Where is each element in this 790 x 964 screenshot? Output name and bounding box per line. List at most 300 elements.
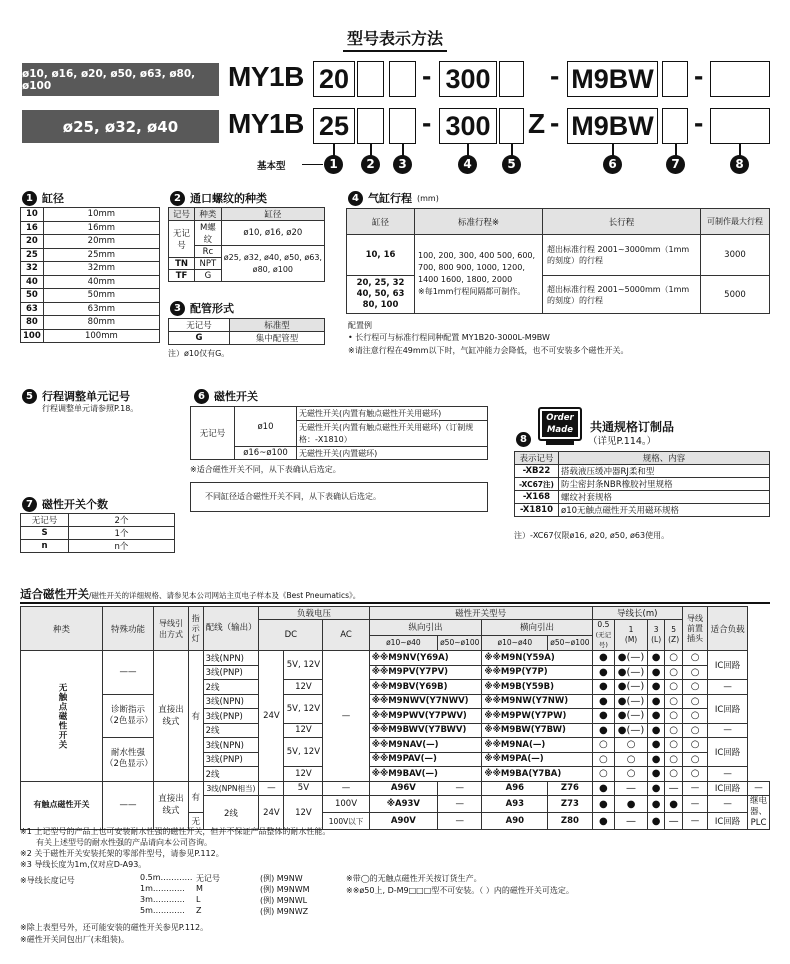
stroke-r1-bore: 10, 16 [347,235,415,276]
stroke-r2-bore: 20, 25, 32 40, 50, 63 80, 100 [347,276,415,314]
len-symbol: M [196,884,203,893]
len-value: 1m………… [140,884,185,893]
sw-len-0: ● [592,680,615,695]
sw-len-2: ● [647,665,664,680]
sw-func-diag: 诊断指示（2色显示） [103,694,154,738]
sw-len-2: ● [647,723,664,738]
page-title: 型号表示方法 [0,26,790,49]
table-row [21,694,770,709]
bore-group-1: ø10, ø16, ø20, ø50, ø63, ø80, ø100 [22,63,219,96]
len-title: ※导线长度记号 [20,876,75,885]
sw-out: 3线(NPN相当) [203,781,259,796]
sw-v100: 100V [323,796,369,813]
sw-model-horiz: ※※M9PA(—) [482,752,592,767]
sw-load-ic: IC回路 [708,738,748,767]
switch-opt-label: 无记号 [191,407,235,460]
sw-len-0: ● [592,813,615,830]
bore-row [21,289,160,303]
sw-load-dash: — [708,723,748,738]
bore-code: 32 [21,262,44,276]
sw-prewire: ○ [682,738,707,753]
sw-ac-dash: — [323,781,369,796]
section-8-marker: 8 [516,432,531,447]
sw-reed-vert-1: A90V [369,813,437,830]
bore-code: 100 [21,329,44,343]
th-symbol: 记号 [169,208,195,221]
section-5-marker: 5 [22,389,37,404]
marker-1: 1 [324,155,343,174]
sw-h-l5-val: 5 [671,625,677,634]
sw-subtitle: /磁性开关的详细规格、请参见本公司网站主页电子样本及《Best Pneumatics》。 [89,591,361,600]
len-row [140,906,340,917]
stroke-box-1: 300 [439,61,497,97]
bore-code: 50 [21,289,44,303]
sw-foot-1: ※除上表型号外，还可能安装的磁性开关参见P.112。 [20,923,209,932]
piping-box-1 [389,61,416,97]
stroke-box-2: 300 [439,108,497,144]
base-type-label: 基本型 [257,161,286,172]
piping-box-2 [389,108,416,144]
section-3-marker: 3 [170,301,185,316]
switch-opt-1b: 无磁性开关(内置有触点磁性开关用磁环)（订制规格：-X1810） [297,421,488,447]
sw-len-1: ●(—) [615,723,648,738]
section-6-title: 磁性开关 [214,390,258,403]
stroke-std-note: ※每1mm行程间隔都可制作。 [418,287,526,296]
section-7-title: 磁性开关个数 [42,498,108,511]
marker-5: 5 [502,155,521,174]
sw-note-1a: ※1 上记型号的产品上也可安装耐水性强的磁性开关，但并不保证产品整体的耐水性能。 [20,827,331,836]
section-8-ref: （详见P.114。） [588,435,657,447]
qty-r3c1: n [21,540,69,553]
section-6-marker: 6 [194,389,209,404]
piping-r1c1: 无记号 [169,319,230,332]
sw-len-3: — [665,813,683,830]
bore-row [21,329,160,343]
sw-v12: 12V [284,723,323,738]
sw-len-1: — [615,813,648,830]
section-piping [170,300,234,316]
sw-prewire: ○ [682,694,707,709]
sw-wiring: 直接出线式 [154,781,189,830]
sw-reed-vert-1: ※A93V [369,796,437,813]
sw-prewire: ○ [682,651,707,666]
sw-out: 2线 [203,723,259,738]
thread-box-1 [357,61,384,97]
section-3-title: 配管形式 [190,302,234,315]
thread-r4c2: G [195,270,222,282]
sw-model-horiz: ※※M9NW(Y7NW) [482,694,592,709]
stroke-std-cell [415,235,543,314]
order-r4c1: -X1810 [515,504,559,517]
sw-h-dc: DC [259,620,323,651]
switch-box-2: M9BW [567,108,658,144]
bore-row [21,316,160,330]
bore-code-box-1: 20 [313,61,355,97]
sw-len-1: ●(—) [615,680,648,695]
sw-load-dash: — [708,796,748,813]
sw-load-ic: IC回路 [708,781,748,796]
len-example: (例) M9NWM [260,885,310,894]
sw-h-l05 [592,620,615,651]
sw-model-vert: ※※M9BWV(Y7BWV) [369,723,482,738]
sw-func-none: —— [103,651,154,695]
dash-6: - [694,107,704,138]
sw-h-l5-sym: (Z) [668,635,680,644]
len-row [140,895,340,906]
section-qty [22,496,108,512]
sw-len-0: ● [592,694,615,709]
sw-load-dash: — [708,767,748,782]
stroke-long-1: 超出标准行程 2001~3000mm（1mm的刻度）的行程 [543,235,701,276]
sw-h-l05-sym: (无记号) [595,631,612,649]
sw-len-0: ● [592,796,615,813]
section-1-title: 缸径 [42,192,64,205]
dash-4: - [422,107,432,138]
sw-out: 3线(NPN) [203,694,259,709]
sw-h-wiring: 导线引出方式 [154,607,189,651]
order-r2c1: -XC67注) [515,478,559,491]
table-row [21,651,770,666]
section-4-unit: (mm) [417,193,439,203]
sw-len-1: — [615,781,648,796]
section-adjust [22,388,130,404]
qty-r3c2: n个 [69,540,175,553]
dash-5: - [550,107,560,138]
sw-load-dash: — [708,680,748,695]
sw-reed-vert-2: — [438,796,482,813]
sw-len-3: ○ [665,680,683,695]
sw-model-horiz: ※※M9BA(Y7BA) [482,767,592,782]
len-symbol: Z [196,906,202,915]
bore-row [21,208,160,222]
sw-foot-2: ※磁性开关同包出厂(未组装)。 [20,935,129,944]
switch-opt-bore-1: ø10 [235,407,297,447]
dash-1: - [422,60,432,91]
sw-v12: 12V [284,796,323,830]
section-4-title: 气缸行程 [368,192,412,205]
sw-len-2: ● [647,680,664,695]
bore-size: 25mm [43,248,159,262]
switch-option-box: 不同缸径适合磁性开关不同，从下表确认后选定。 [190,482,488,512]
sw-model-vert: ※※M9PWV(Y7PWV) [369,709,482,724]
dash-3: - [694,60,704,91]
sw-len-0: ● [592,665,615,680]
len-symbol: L [196,895,201,904]
sw-len-1: ●(—) [615,709,648,724]
sw-len-2: ● [647,651,664,666]
sw-len-1: ●(—) [615,651,648,666]
sw-len-2: ● [647,709,664,724]
len-symbol: 无记号 [196,874,220,883]
sw-load-dash: — [748,781,770,796]
order-th-code: 表示记号 [515,452,559,465]
sw-note-2: ※2 关于磁性开关安装托架的零部件型号，请参见P.112。 [20,849,224,858]
bore-row [21,262,160,276]
len-value: 5m………… [140,906,185,915]
sw-len-2: ● [647,767,664,782]
sw-title-text: 适合磁性开关 [20,587,89,601]
sw-ind-yes: 有 [188,651,203,782]
adjust-note: 行程调整单元请参照P.18。 [42,404,139,413]
sw-reed-horiz-1: A90 [482,813,548,830]
sw-len-3: ○ [665,752,683,767]
len-value: 3m………… [140,895,185,904]
sw-len-2: ● [647,781,664,796]
adjust-box-1 [499,61,524,97]
section-7-marker: 7 [22,497,37,512]
sw-model-horiz: ※※M9BW(Y7BW) [482,723,592,738]
sw-func-water: 耐水性强（2色显示） [103,738,154,782]
sw-len-3: ○ [665,723,683,738]
sw-out: 2线 [203,796,259,830]
sw-prewire: ○ [682,767,707,782]
bore-size: 32mm [43,262,159,276]
sw-h-ind: 指示灯 [188,607,203,651]
bore-row [21,302,160,316]
thread-r1c1: 无记号 [169,221,195,258]
sw-h-l1-sym: (M) [624,635,638,644]
switch-opt-1a: 无磁性开关(内置有触点磁性开关用磁环) [297,407,488,421]
section-4-marker: 4 [348,191,363,206]
sw-len-1: ●(—) [615,694,648,709]
sw-prewire: ○ [682,709,707,724]
thread-r2c2: Rc [195,246,222,258]
sw-h-b2: ø50~ø100 [438,635,482,651]
piping-r2c2: 集中配管型 [230,332,325,345]
bore-code: 80 [21,316,44,330]
logo-made-text: Made [546,425,574,435]
sw-model-vert: ※※M9BV(Y69B) [369,680,482,695]
sw-note-1b: 有关上述型号的耐水性强的产品请向本公司咨询。 [36,838,212,847]
sw-h-load-v: 负载电压 [259,607,369,620]
qty-r2c2: 1个 [69,527,175,540]
sw-prewire: ○ [682,665,707,680]
sw-h-load: 适合负载 [708,607,748,651]
sw-h-l1 [615,620,648,651]
switch-option-table [190,406,488,460]
order-r1c1: -XB22 [515,465,559,478]
stroke-example-title: 配置例 [348,321,372,330]
thread-r1c2: M螺纹 [195,221,222,246]
sw-v100b: 100V以下 [323,813,369,830]
sw-load-ic: IC回路 [708,651,748,680]
switch-table [20,606,770,830]
order-box-2 [710,108,770,144]
th-bore: 缸径 [221,208,324,221]
bore-size: 80mm [43,316,159,330]
sw-len-1: ● [615,796,648,813]
sw-out: 2线 [203,767,259,782]
sw-h-vert: 纵向引出 [369,620,482,636]
sw-h-out: 配线（输出） [203,607,259,651]
sw-reed-vert-2: — [438,781,482,796]
table-row [21,738,770,753]
sw-model-vert: ※※M9BAV(—) [369,767,482,782]
sw-h-b3: ø10~ø40 [482,635,548,651]
section-2-title: 通口螺纹的种类 [190,192,267,205]
sw-h-horiz: 横向引出 [482,620,592,636]
bore-code: 20 [21,235,44,249]
sw-prewire: ○ [682,680,707,695]
stroke-std-list: 100, 200, 300, 400 500, 600, 700, 800 900, 1000, 1200, 1400 1600, 1800, 2000 [418,251,536,284]
bore-size: 50mm [43,289,159,303]
sw-reed-horiz-1: A96 [482,781,548,796]
sw-note-3: ※3 导线长度为1m,仅对应D-A93。 [20,860,147,869]
bore-code-box-2: 25 [313,108,355,144]
sw-len-1: ○ [615,767,648,782]
order-r2c2: 防尘密封条NBR橡胶衬里规格 [559,478,770,491]
bore-row [21,235,160,249]
thread-table [168,207,325,282]
sw-prewire: ○ [682,752,707,767]
model-prefix-2: MY1B [228,108,304,139]
sw-reed-horiz-1: A93 [482,796,548,813]
piping-r2c1: G [169,332,230,345]
sw-ind-yes: 有 [188,781,203,813]
order-note: 注）-XC67仅限ø16, ø20, ø50, ø63使用。 [514,531,670,540]
len-example: (例) M9NWZ [260,907,309,916]
bore-size: 16mm [43,221,159,235]
bore-size: 63mm [43,302,159,316]
sw-dc-dash: — [259,781,284,796]
marker-2: 2 [361,155,380,174]
sw-len-3: ○ [665,709,683,724]
sw-len-3: ● [665,796,683,813]
bore-code: 25 [21,248,44,262]
stroke-th-std: 标准行程※ [415,209,543,235]
sw-model-horiz: ※※M9B(Y59B) [482,680,592,695]
len-example: (例) M9NW [260,874,303,883]
sw-h-func: 特殊功能 [103,607,154,651]
sw-v24: 24V [259,796,284,830]
sw-kind-reed: 有触点磁性开关 [21,781,103,830]
sw-len-3: ○ [665,738,683,753]
sw-len-2: ● [647,738,664,753]
sw-remark-2: ※※ø50上, D-M9□□□型不可安装。（ ）内的磁性开关可选定。 [346,886,574,895]
stroke-note: ※请注意行程在49mm以下时，气缸冲能力会降低，也不可安装多个磁性开关。 [348,346,629,355]
sw-len-0: ● [592,723,615,738]
stroke-example: • 长行程可与标准行程同种配置 MY1B20-3000L-M9BW [348,333,550,342]
sw-model-vert: ※※M9NAV(—) [369,738,482,753]
stroke-table [346,208,770,314]
sw-len-1: ○ [615,752,648,767]
order-r1c2: 搭载液压缓冲器RJ柔和型 [559,465,770,478]
sw-model-vert: ※※M9PV(Y7PV) [369,665,482,680]
sw-reed-horiz-2: Z76 [548,781,592,796]
sw-len-0: ● [592,651,615,666]
sw-len-0: ● [592,781,615,796]
sw-remark-1: ※带◯的无触点磁性开关按订货生产。 [346,874,482,883]
sw-len-2: ● [647,796,664,813]
z-code: Z [528,108,545,139]
sw-len-2: ● [647,752,664,767]
section-stroke [348,190,439,206]
sw-title [20,586,360,602]
sw-h-len: 导线长(m) [592,607,682,620]
sw-model-horiz: ※※M9PW(Y7PW) [482,709,592,724]
stroke-th-max: 可制作最大行程 [701,209,770,235]
sw-len-1: ○ [615,738,648,753]
order-r3c2: 螺纹衬套规格 [559,491,770,504]
bore-size: 10mm [43,208,159,222]
sw-len-2: ● [647,813,664,830]
sw-wiring: 直接出线式 [154,651,189,782]
thread-r3c2: NPT [195,258,222,270]
qty-r1c1: 无记号 [21,514,69,527]
len-row [140,873,340,884]
sw-model-horiz: ※※M9P(Y7P) [482,665,592,680]
sw-load-ic: IC回路 [708,813,748,830]
marker-4: 4 [458,155,477,174]
len-row [140,884,340,895]
sw-model-vert: ※※M9NWV(Y7NWV) [369,694,482,709]
sw-h-l3-val: 3 [653,625,659,634]
sw-h-prewire: 导线前置插头 [682,607,707,651]
qty-table [20,513,175,553]
sw-len-3: ○ [665,767,683,782]
sw-ind-no: 无 [188,813,203,830]
section-2-marker: 2 [170,191,185,206]
model-prefix-1: MY1B [228,61,304,92]
sw-out: 3线(PNP) [203,752,259,767]
sw-len-3: ○ [665,665,683,680]
bore-row [21,275,160,289]
switch-option-note: ※适合磁性开关不同，从下表确认后选定。 [190,465,341,474]
sw-len-3: ○ [665,694,683,709]
sw-out: 2线 [203,680,259,695]
sw-len-0: ○ [592,752,615,767]
bore-table [20,207,160,343]
bore-size: 100mm [43,329,159,343]
thread-r4c1: TF [169,270,195,282]
sw-h-l5 [665,620,683,651]
qty-r2c1: S [21,527,69,540]
bore-code: 40 [21,275,44,289]
sw-h-b4: ø50~ø100 [548,635,592,651]
sw-load-relay: 继电器、PLC [748,796,770,830]
sw-len-0: ○ [592,767,615,782]
adjust-box-2 [499,108,524,144]
logo-order-text: Order [546,413,574,423]
stroke-max-1: 3000 [701,235,770,276]
sw-reed-vert-2: — [438,813,482,830]
marker-3: 3 [393,155,412,174]
section-order [516,432,656,447]
order-box-1 [710,61,770,97]
section-1-marker: 1 [22,191,37,206]
bore-code: 10 [21,208,44,222]
sw-v24: 24V [259,651,284,782]
sw-model-horiz: ※※M9N(Y59A) [482,651,592,666]
section-switch [194,388,258,404]
bore-code: 16 [21,221,44,235]
sw-h-kind: 种类 [21,607,103,651]
sw-len-2: ● [647,694,664,709]
sw-prewire: — [682,781,707,796]
section-5-title: 行程调整单元记号 [42,390,130,403]
sw-out: 3线(PNP) [203,665,259,680]
sw-v12: 12V [284,680,323,695]
len-example: (例) M9NWL [260,896,308,905]
thread-r1c3: ø10, ø16, ø20 [221,221,324,246]
sw-h-ac: AC [323,620,369,651]
sw-func-none: —— [103,781,154,830]
bore-row [21,221,160,235]
sw-len-0: ○ [592,738,615,753]
qty-box-1 [662,61,688,97]
bore-size: 20mm [43,235,159,249]
dash-2: - [550,60,560,91]
